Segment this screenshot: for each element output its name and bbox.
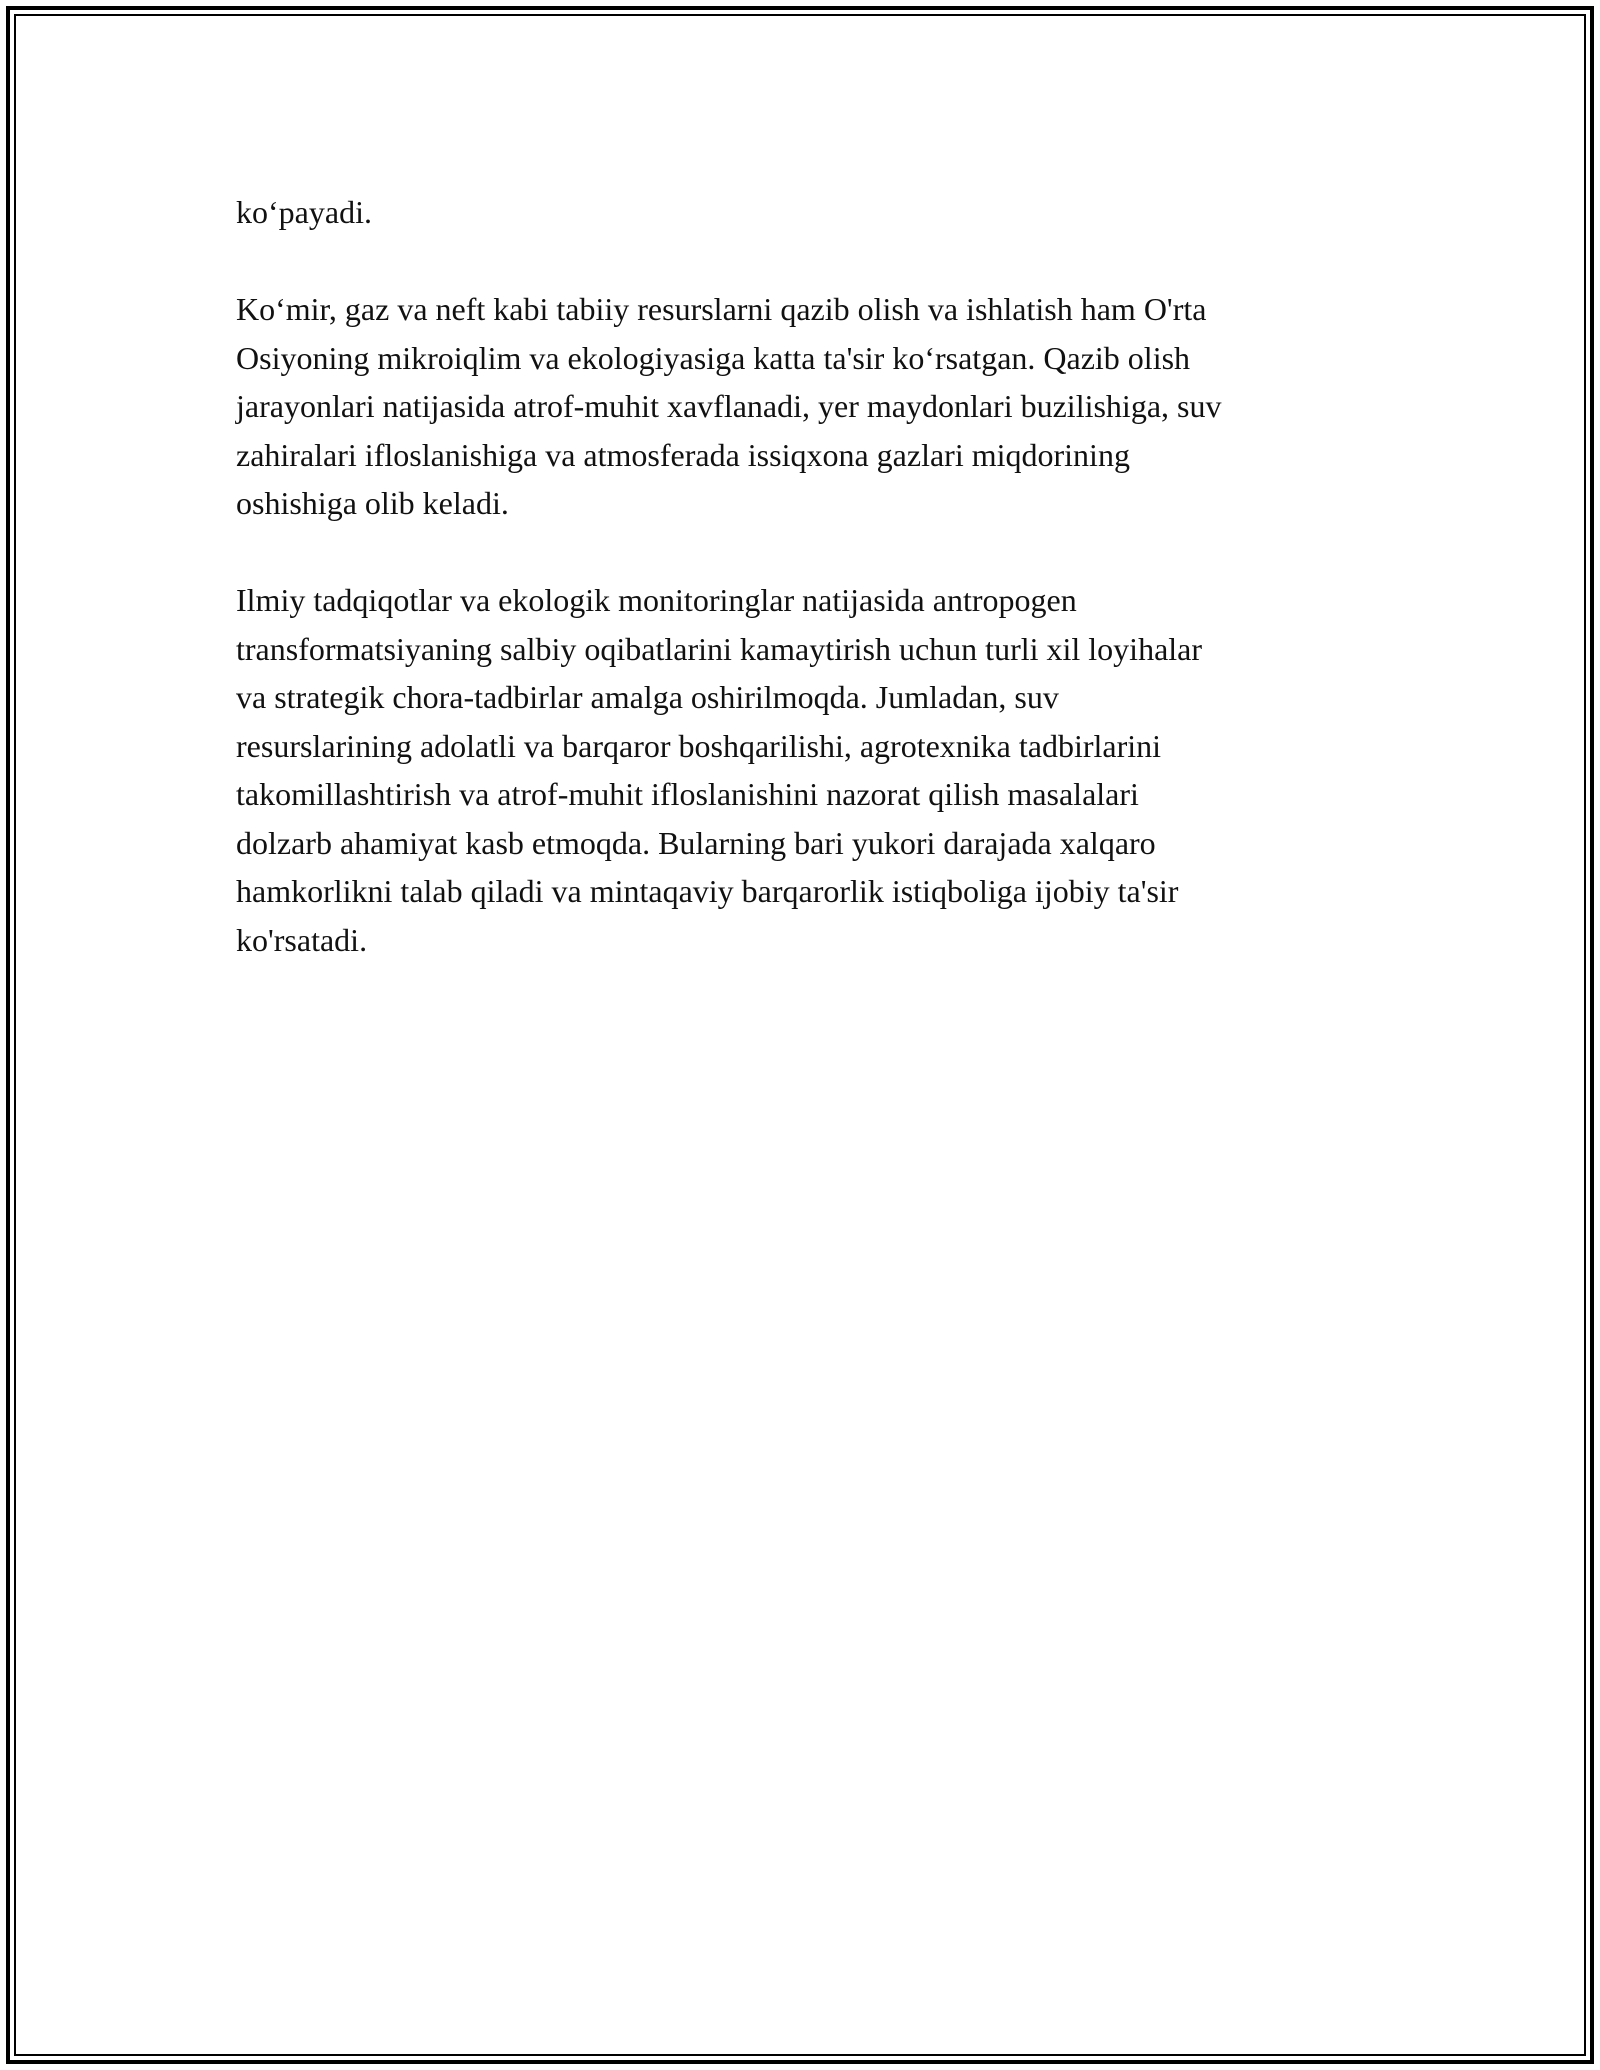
document-body [236,188,1366,1013]
paragraph-mining-impact: Ko‘mir, gaz va neft kabi tabiiy resurslarni qazib olish va ishlatish ham O'rta Osiyoning mikroiqlim va ekologiyasiga katta ta'sir ko‘rsatgan. Qazib olish jarayonlari natijasida atrof-muhit xavflanadi, yer maydonlari buzilishiga, suv zahiralari ifloslanishiga va atmosferada issiqxona gazlari miqdorining oshishiga olib keladi. [236,291,1222,521]
paragraph-continuation: ko‘payadi. [236,194,372,230]
paragraph-research-measures: Ilmiy tadqiqotlar va ekologik monitoringlar natijasida antropogen transformatsiyaning salbiy oqibatlarini kamaytirish uchun turli xil loyihalar va strategik chora-tadbirlar amalga oshirilmoqda. Jumladan, suv resurslarining adolatli va barqaror boshqarilishi, agrotexnika tadbirlarini takomillashtirish va atrof-muhit ifloslanishini nazorat qilish masalalari dolzarb ahamiyat kasb etmoqda. Bularning bari yukori darajada xalqaro hamkorlikni talab qiladi va mintaqaviy barqarorlik istiqboliga ijobiy ta'sir ko'rsatadi. [236,582,1203,958]
